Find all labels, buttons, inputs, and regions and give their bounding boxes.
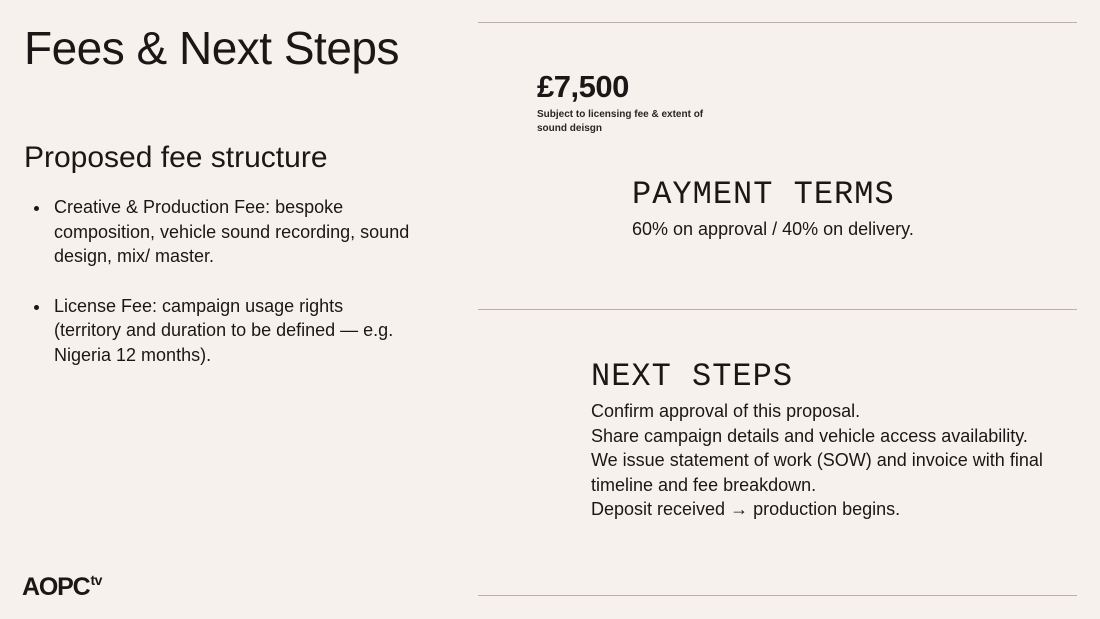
divider-bottom: [478, 595, 1077, 596]
payment-terms-heading: PAYMENT TERMS: [632, 176, 895, 213]
divider-middle: [478, 309, 1077, 310]
fee-structure-list: [32, 195, 412, 392]
brand-logo: [22, 572, 102, 605]
price-amount: £7,500: [537, 69, 629, 104]
next-steps-heading: NEXT STEPS: [591, 358, 794, 395]
next-step-deposit: Deposit received → production begins.: [591, 499, 901, 520]
payment-terms-text: 60% on approval / 40% on delivery.: [632, 219, 914, 239]
fee-item-creative-production: Creative & Production Fee: bespoke composition, vehicle sound recording, sound design, mix/ master.: [32, 195, 412, 269]
next-step-issue-sow: We issue statement of work (SOW) and invoice with final timeline and fee breakdown.: [591, 450, 1043, 495]
fee-item-license: License Fee: campaign usage rights (territory and duration to be defined — e.g. Nigeria 12 months).: [32, 294, 412, 368]
fee-structure-heading: Proposed fee structure: [24, 141, 328, 174]
logo-superscript: tv: [90, 572, 102, 588]
next-step-share-details: Share campaign details and vehicle access availability.: [591, 425, 1028, 446]
page-title: Fees & Next Steps: [24, 22, 399, 74]
divider-top: [478, 22, 1077, 23]
next-step-confirm-approval: Confirm approval of this proposal.: [591, 401, 861, 421]
logo-text: AOPC: [22, 573, 90, 601]
next-steps-list: [591, 399, 1061, 522]
price-note: Subject to licensing fee & extent of sound deisgn: [537, 109, 704, 134]
